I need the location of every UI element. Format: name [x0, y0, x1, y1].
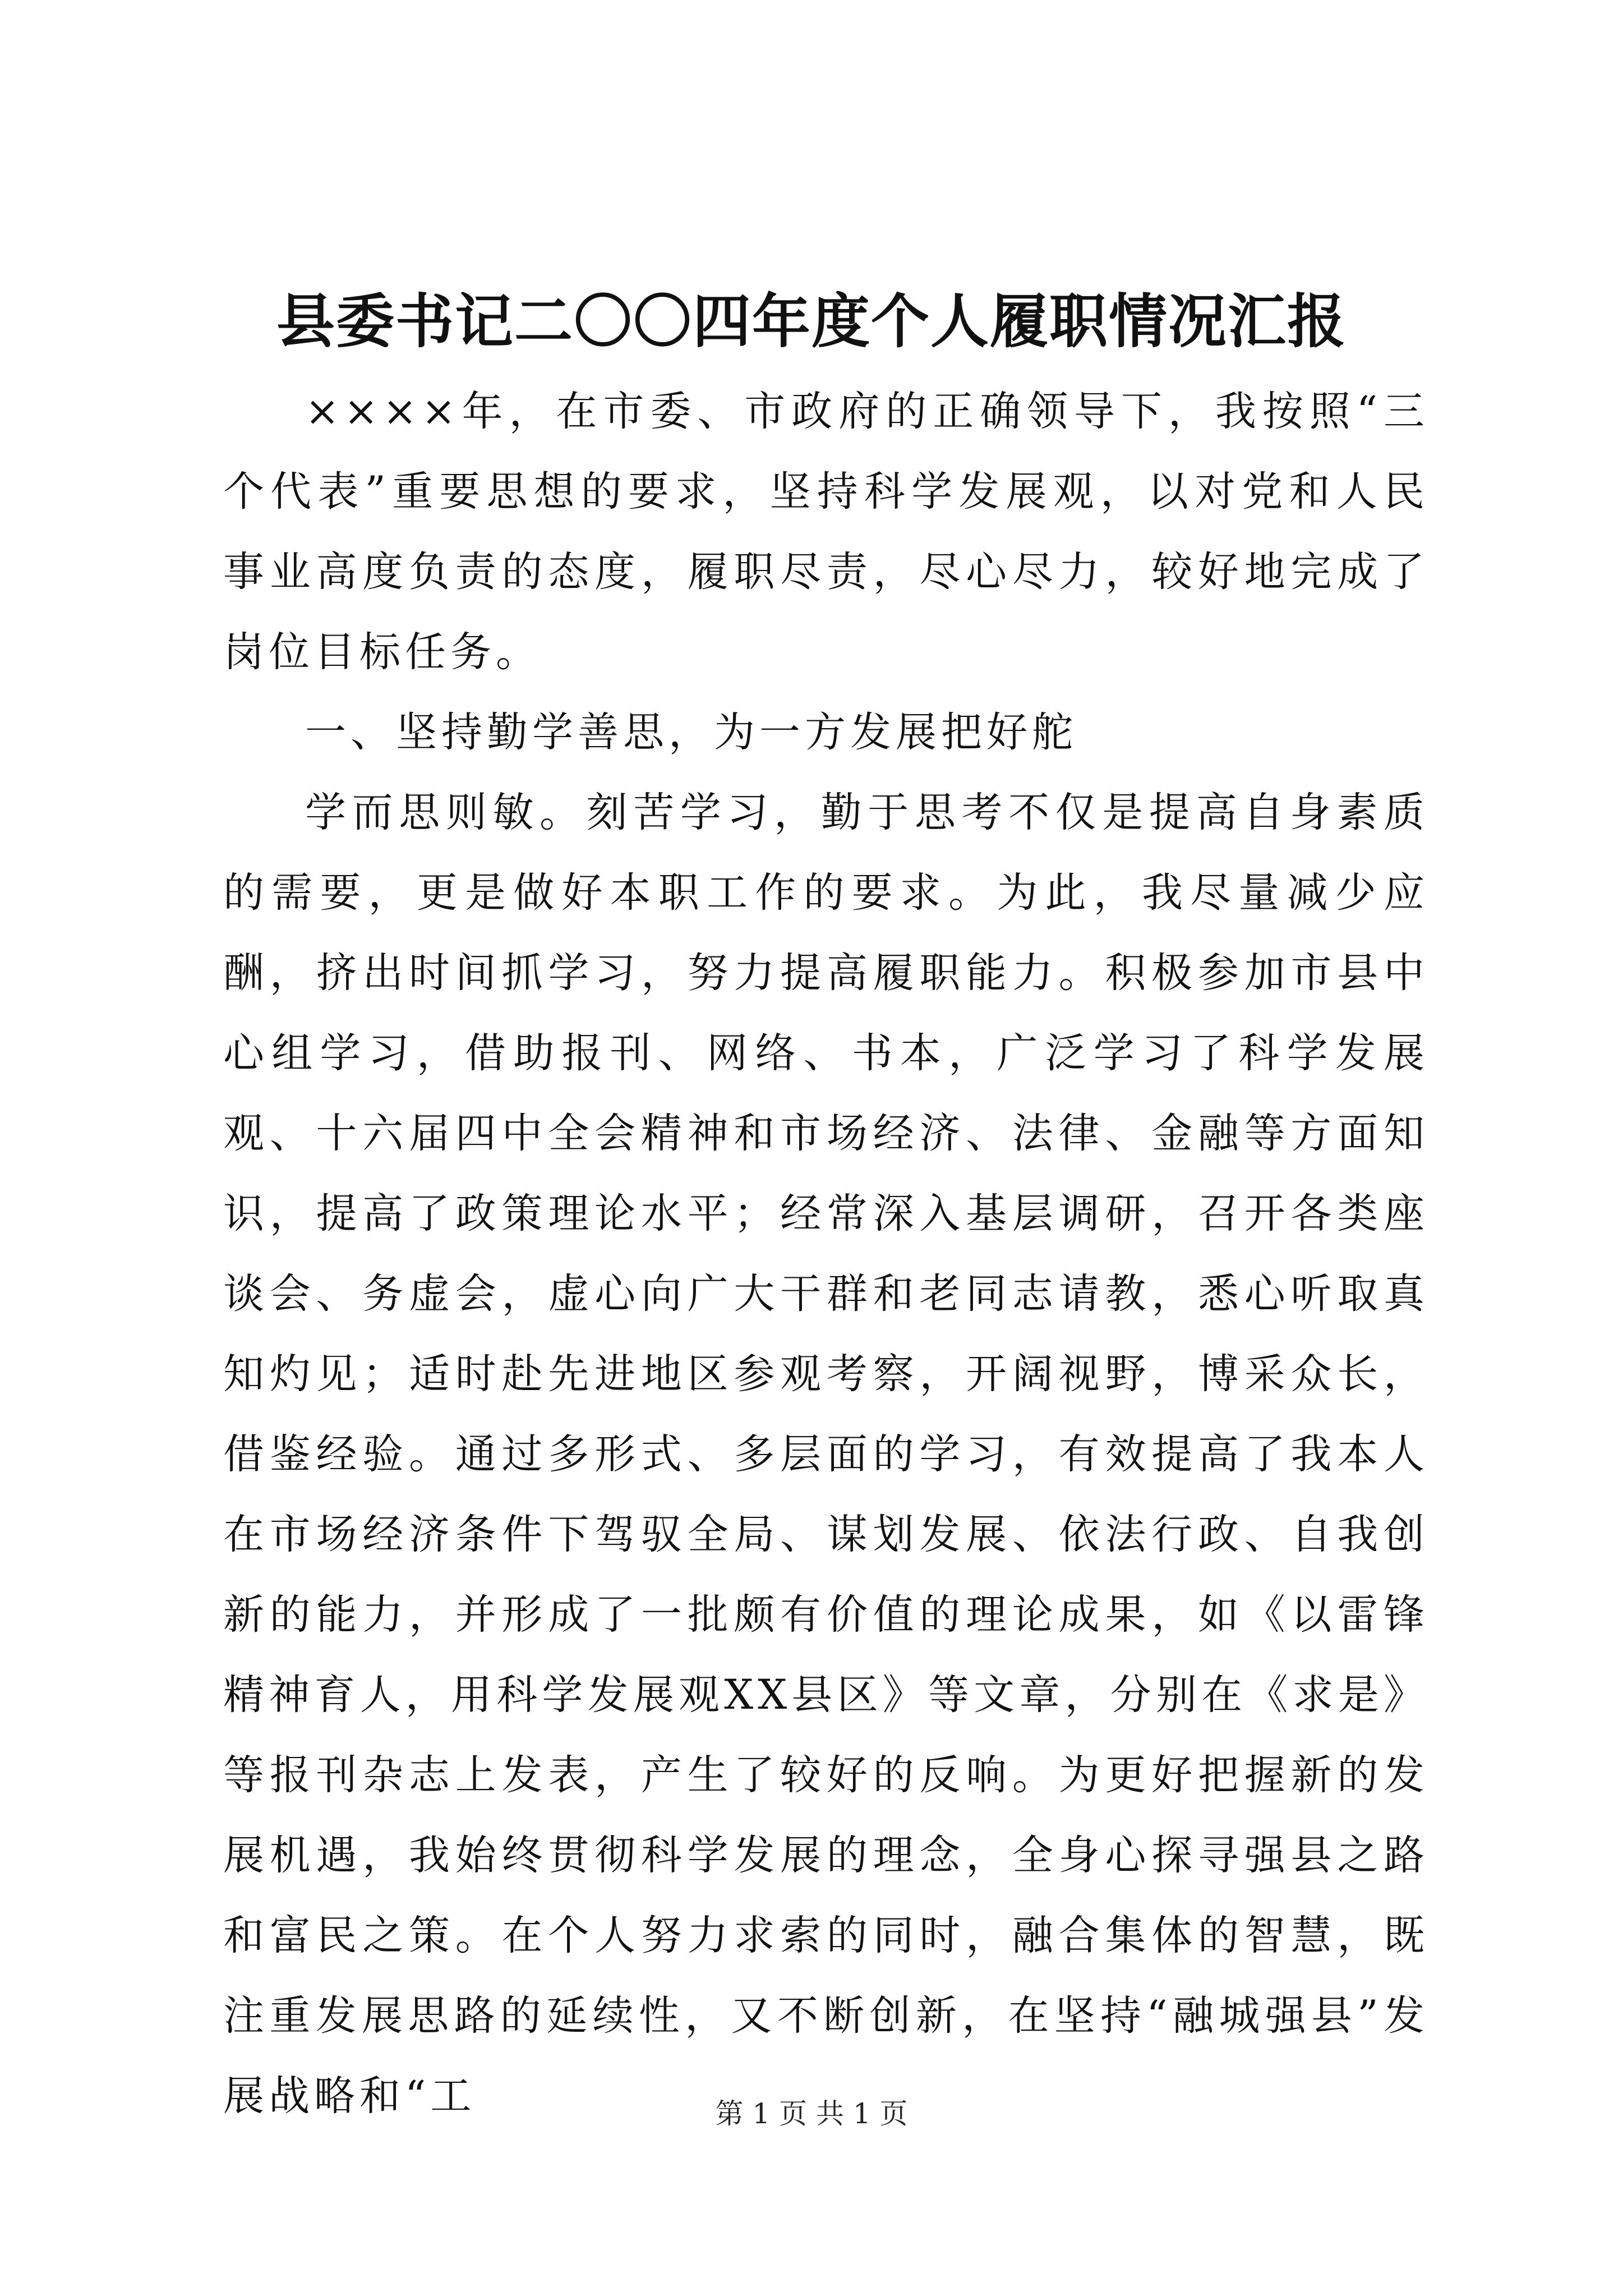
- page-footer: 第 1 页 共 1 页: [715, 2097, 908, 2130]
- body-paragraph: 学而思则敏。刻苦学习，勤于思考不仅是提高自身素质的需要，更是做好本职工作的要求。为此，我尽量减少应酬，挤出时间抓学习，努力提高履职能力。积极参加市县中心组学习，借助报刊、网络、书本，广泛学习了科学发展观、十六届四中全会精神和市场经济、法律、金融等方面知识，提高了政策理论水平；经常深入基层调研，召开各类座谈会、务虚会，虚心向广大干群和老同志请教，悉心听取真知灼见；适时赴先进地区参观考察，开阔视野，博采众长，借鉴经验。通过多形式、多层面的学习，有效提高了我本人在市场经济条件下驾驭全局、谋划发展、依法行政、自我创新的能力，并形成了一批颇有价值的理论成果，如《以雷锋精神育人，用科学发展观XX县区》等文章，分别在《求是》等报刊杂志上发表，产生了较好的反响。为更好把握新的发展机遇，我始终贯彻科学发展的理念，全身心探寻强县之路和富民之策。在个人努力求索的同时，融合集体的智慧，既注重发展思路的延续性，又不断创新，在坚持“融城强县”发展战略和“工: [223, 789, 1429, 2120]
- document-title: 县委书记二〇〇四年度个人履职情况汇报: [276, 287, 1347, 356]
- document-body: [223, 371, 1429, 2136]
- intro-paragraph: ××××年，在市委、市政府的正确领导下，我按照“三个代表”重要思想的要求，坚持科学发展观，以对党和人民事业高度负责的态度，履职尽责，尽心尽力，较好地完成了岗位目标任务。: [223, 388, 1429, 676]
- section-heading: 一、坚持勤学善思，为一方发展把好舵: [305, 708, 1077, 756]
